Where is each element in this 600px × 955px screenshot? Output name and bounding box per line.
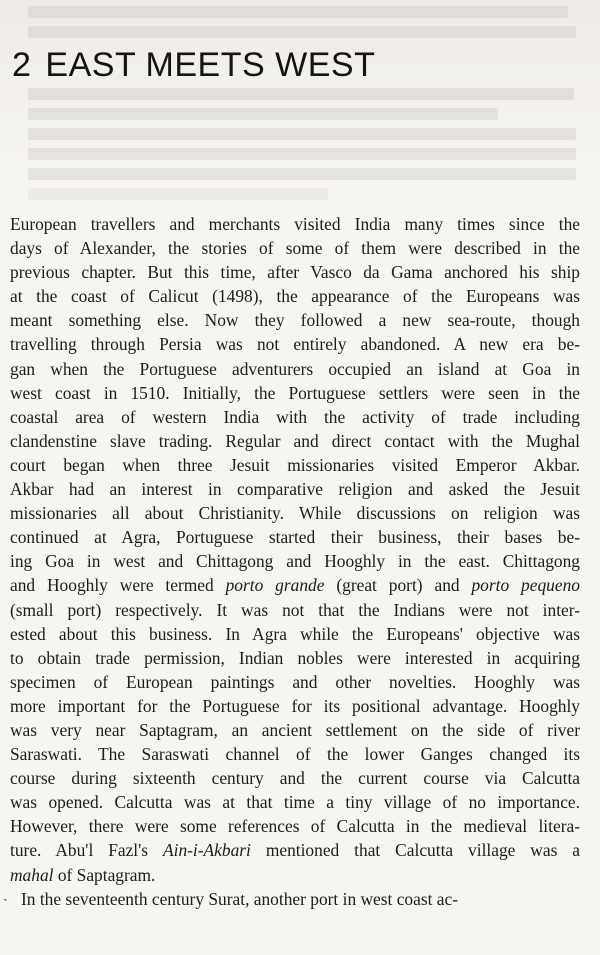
text-line: Akbar had an interest in comparative religion and asked the Jesuit: [10, 479, 580, 500]
body-text: [3, 212, 580, 911]
text-line: travelling through Persia was not entirely abandoned. A new era be-: [10, 334, 580, 355]
text-line: was very near Saptagram, an ancient settlement on the side of river: [10, 719, 580, 740]
text-line: ˎ In the seventeenth century Surat, another port in west coast ac-: [10, 887, 580, 911]
text-line: ture. Abu'l Fazl's Ain-i-Akbari mentioned that Calcutta village was a: [10, 840, 580, 861]
text-line: missionaries all about Christianity. While discussions on religion was: [10, 503, 580, 524]
chapter-number: 2: [12, 46, 32, 84]
italic-term: mahal: [10, 864, 54, 885]
text-line: continued at Agra, Portuguese started their business, their bases be-: [10, 527, 580, 548]
chapter-title: EAST MEETS WEST: [45, 46, 376, 84]
text-line: gan when the Portuguese adventurers occupied an island at Goa in: [10, 358, 580, 379]
text-line: and Hooghly were termed porto grande (great port) and porto pequeno: [10, 575, 580, 596]
text-line: was opened. Calcutta was at that time a tiny village of no importance.: [10, 792, 580, 813]
text-line: However, there were some references of Calcutta in the medieval litera-: [10, 816, 580, 837]
italic-term: Ain-i-Akbari: [162, 840, 251, 861]
text-line: specimen of European paintings and other novelties. Hooghly was: [10, 671, 580, 692]
text-line: ing Goa in west and Chittagong and Hooghly in the east. Chittagong: [10, 551, 580, 572]
text-line: ested about this business. In Agra while the Europeans' objective was: [10, 623, 580, 644]
chapter-heading: [12, 46, 375, 85]
text-line: west coast in 1510. Initially, the Portuguese settlers were seen in the: [10, 382, 580, 403]
text-line: mahal of Saptagram.: [10, 864, 156, 885]
text-line: (small port) respectively. It was not that the Indians were not inter-: [10, 599, 580, 620]
text-line: European travellers and merchants visited India many times since the: [10, 214, 580, 234]
text-line: at the coast of Calicut (1498), the appearance of the Europeans was: [10, 286, 580, 307]
show-through-text-area: [0, 0, 600, 200]
text-line: court began when three Jesuit missionaries visited Emperor Akbar.: [10, 454, 580, 475]
text-line: coastal area of western India with the activity of trade including: [10, 406, 580, 427]
stray-mark: ˎ: [3, 886, 8, 902]
text-line: clandenstine slave trading. Regular and direct contact with the Mughal: [10, 430, 580, 451]
text-line: days of Alexander, the stories of some of them were described in the: [10, 238, 580, 259]
italic-term: porto pequeno: [471, 575, 580, 596]
text-line: Saraswati. The Saraswati channel of the lower Ganges changed its: [10, 744, 580, 765]
italic-term: porto grande: [225, 575, 325, 596]
text-line: previous chapter. But this time, after Vasco da Gama anchored his ship: [10, 262, 580, 283]
text-line: meant something else. Now they followed a new sea-route, though: [10, 310, 580, 331]
text-line: to obtain trade permission, Indian nobles were interested in acquiring: [10, 647, 580, 668]
text-line: more important for the Portuguese for its positional advantage. Hooghly: [10, 695, 580, 716]
text-line: course during sixteenth century and the current course via Calcutta: [10, 768, 580, 789]
